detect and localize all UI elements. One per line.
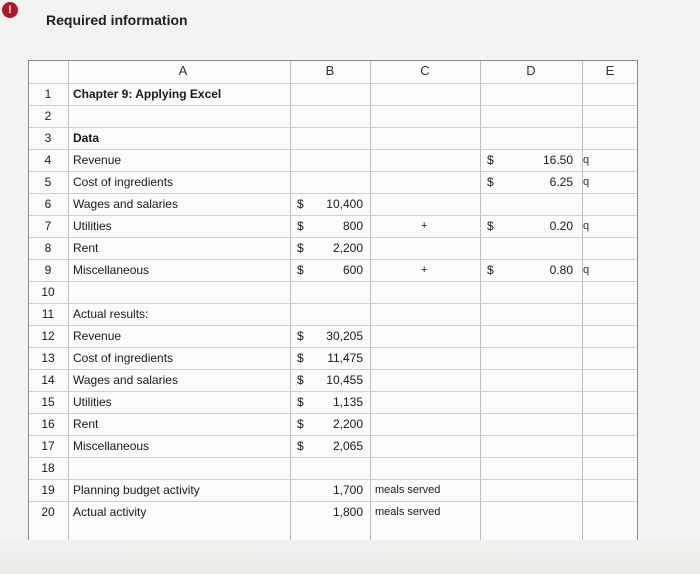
row-number[interactable]: 4 — [44, 153, 52, 167]
cell-b[interactable] — [291, 348, 369, 368]
cell-b[interactable] — [291, 238, 369, 258]
cell-e[interactable] — [583, 326, 637, 346]
table-row — [29, 325, 637, 346]
cell-d[interactable] — [481, 128, 581, 148]
cell-e[interactable] — [583, 436, 637, 456]
table-row — [29, 259, 637, 280]
dollar-sign: $ — [297, 219, 304, 233]
dollar-sign: $ — [297, 241, 304, 255]
amount: 6.25 — [549, 175, 573, 189]
cell-d[interactable] — [481, 216, 581, 236]
table-row — [29, 105, 637, 126]
column-header-b[interactable]: B — [325, 63, 335, 78]
cell-a[interactable] — [69, 106, 293, 126]
row-number[interactable]: 20 — [41, 505, 55, 519]
cell-d[interactable] — [481, 260, 581, 280]
cell-c[interactable] — [371, 304, 479, 324]
cell-e[interactable] — [583, 480, 637, 500]
cell-a[interactable]: Revenue — [73, 153, 122, 167]
amount: 10,455 — [326, 373, 363, 387]
column-header-c[interactable]: C — [420, 63, 430, 78]
cell-d[interactable] — [481, 106, 581, 126]
row-number[interactable]: 16 — [41, 417, 55, 431]
dollar-sign: $ — [297, 373, 304, 387]
cell-b[interactable] — [291, 436, 369, 456]
table-row — [29, 215, 637, 236]
row-number[interactable]: 14 — [41, 373, 55, 387]
cell-c[interactable] — [371, 392, 479, 412]
dollar-sign: $ — [487, 219, 494, 233]
cell-c[interactable] — [371, 436, 479, 456]
cell-e[interactable] — [583, 502, 637, 522]
unit-label: meals served — [375, 506, 441, 518]
cell-e[interactable] — [583, 172, 637, 192]
cell-b[interactable] — [291, 216, 369, 236]
cell-d[interactable] — [481, 172, 581, 192]
cell-a[interactable]: Planning budget activity — [73, 483, 200, 497]
cell-c[interactable] — [371, 260, 479, 280]
table-row — [29, 149, 637, 170]
dollar-sign: $ — [297, 351, 304, 365]
cell-c[interactable] — [371, 458, 479, 478]
cell-e[interactable] — [583, 128, 637, 148]
cell-d[interactable] — [481, 84, 581, 104]
row-number[interactable]: 10 — [41, 285, 55, 299]
cell-e[interactable] — [583, 260, 637, 280]
cell-a[interactable]: Actual results: — [73, 307, 149, 321]
cell-b[interactable] — [291, 260, 369, 280]
cell-a[interactable]: Cost of ingredients — [73, 175, 174, 189]
amount: 800 — [342, 219, 363, 233]
table-row — [29, 413, 637, 434]
cell-c[interactable] — [371, 348, 479, 368]
table-row — [29, 479, 637, 500]
amount: 10,400 — [326, 197, 363, 211]
row-number[interactable]: 19 — [41, 483, 55, 497]
cell-e[interactable] — [583, 348, 637, 368]
cell-b[interactable] — [291, 172, 369, 192]
cell-c[interactable] — [371, 326, 479, 346]
cell-d[interactable] — [481, 304, 581, 324]
dollar-sign: $ — [297, 263, 304, 277]
cell-b[interactable] — [291, 128, 369, 148]
dollar-sign: $ — [297, 197, 304, 211]
dollar-sign: $ — [297, 329, 304, 343]
row-number[interactable]: 5 — [44, 175, 52, 189]
amount: 16.50 — [542, 153, 573, 167]
cell-d[interactable] — [481, 282, 581, 302]
amount: 1,700 — [332, 483, 363, 497]
cell-a[interactable]: Utilities — [73, 219, 112, 233]
cell-d[interactable] — [481, 348, 581, 368]
cell-e[interactable] — [583, 304, 637, 324]
q-mark: q — [583, 220, 590, 232]
cell-d[interactable] — [481, 502, 581, 522]
row-number[interactable]: 8 — [44, 241, 52, 255]
amount: 30,205 — [326, 329, 363, 343]
cell-a[interactable] — [69, 458, 293, 478]
row-number[interactable]: 18 — [41, 461, 55, 475]
cell-b[interactable] — [291, 84, 369, 104]
cell-e[interactable] — [583, 370, 637, 390]
amount: 2,200 — [332, 417, 363, 431]
page-title: Required information — [46, 12, 188, 28]
cell-b[interactable] — [291, 392, 369, 412]
cell-e[interactable] — [583, 282, 637, 302]
cell-c[interactable] — [371, 216, 479, 236]
cell-c[interactable] — [371, 282, 479, 302]
amount: 1,135 — [332, 395, 363, 409]
amount: 1,800 — [332, 505, 363, 519]
cell-d[interactable] — [481, 414, 581, 434]
cell-e[interactable] — [583, 84, 637, 104]
cell-b[interactable] — [291, 502, 369, 522]
dollar-sign: $ — [297, 417, 304, 431]
q-mark: q — [583, 154, 590, 166]
cell-e[interactable] — [583, 238, 637, 258]
cell-d[interactable] — [481, 370, 581, 390]
cell-d[interactable] — [481, 150, 581, 170]
table-row — [29, 83, 637, 104]
table-row — [29, 391, 637, 412]
amount: 0.20 — [549, 219, 573, 233]
table-row — [29, 303, 637, 324]
cell-e[interactable] — [583, 458, 637, 478]
cell-e[interactable] — [583, 414, 637, 434]
dollar-sign: $ — [297, 395, 304, 409]
cell-b[interactable] — [291, 458, 369, 478]
table-row — [29, 171, 637, 192]
table-row — [29, 369, 637, 390]
cell-a[interactable]: Wages and salaries — [73, 373, 178, 387]
cell-b[interactable] — [291, 414, 369, 434]
cell-e[interactable] — [583, 106, 637, 126]
table-row — [29, 347, 637, 368]
cell-d[interactable] — [481, 326, 581, 346]
cell-c[interactable] — [371, 106, 479, 126]
amount: 2,200 — [332, 241, 363, 255]
cell-d[interactable] — [481, 392, 581, 412]
cell-a[interactable]: Rent — [73, 241, 99, 255]
unit-label: meals served — [375, 484, 441, 496]
row-number[interactable]: 13 — [41, 351, 55, 365]
row-number[interactable]: 15 — [41, 395, 55, 409]
cell-e[interactable] — [583, 392, 637, 412]
table-row — [29, 457, 637, 478]
row-number[interactable]: 6 — [44, 197, 52, 211]
table-row — [29, 127, 637, 148]
cell-c[interactable] — [371, 480, 479, 500]
cell-c[interactable] — [371, 150, 479, 170]
cell-a[interactable]: Miscellaneous — [73, 439, 150, 453]
cell-b[interactable] — [291, 304, 369, 324]
row-number[interactable]: 11 — [41, 307, 55, 321]
cell-e[interactable] — [583, 194, 637, 214]
row-number[interactable]: 9 — [44, 263, 52, 277]
cell-a[interactable]: Wages and salaries — [73, 197, 178, 211]
cell-c[interactable] — [371, 194, 479, 214]
cell-c[interactable] — [371, 238, 479, 258]
cell-b[interactable] — [291, 282, 369, 302]
cell-e[interactable] — [583, 216, 637, 236]
cell-b[interactable] — [291, 150, 369, 170]
cell-d[interactable] — [481, 458, 581, 478]
table-row — [29, 501, 637, 522]
cell-d[interactable] — [481, 238, 581, 258]
dollar-sign: $ — [487, 175, 494, 189]
amount: 11,475 — [327, 351, 363, 365]
cell-e[interactable] — [583, 150, 637, 170]
dollar-sign: $ — [487, 153, 494, 167]
cell-b[interactable] — [291, 106, 369, 126]
row-number[interactable]: 1 — [44, 87, 52, 101]
spreadsheet — [28, 60, 638, 542]
cell-c[interactable] — [371, 172, 479, 192]
cell-a[interactable]: Rent — [73, 417, 99, 431]
cell-a[interactable]: Cost of ingredients — [73, 351, 174, 365]
cell-d[interactable] — [481, 194, 581, 214]
q-mark: q — [583, 176, 590, 188]
cell-a[interactable]: Actual activity — [73, 505, 147, 519]
cell-c[interactable] — [371, 84, 479, 104]
header — [0, 0, 700, 40]
amount: 0.80 — [549, 263, 573, 277]
cell-a[interactable]: Miscellaneous — [73, 263, 150, 277]
row-number[interactable]: 7 — [44, 219, 52, 233]
cell-a[interactable]: Data — [73, 131, 100, 145]
plus-mark: + — [421, 264, 428, 276]
column-header-row — [29, 61, 637, 81]
cell-c[interactable] — [371, 370, 479, 390]
cell-c[interactable] — [371, 128, 479, 148]
dollar-sign: $ — [297, 439, 304, 453]
amount: 600 — [342, 263, 363, 277]
cell-c[interactable] — [371, 414, 479, 434]
desk-shadow — [0, 540, 700, 574]
column-header-e[interactable]: E — [605, 63, 615, 78]
row-number[interactable]: 2 — [44, 109, 52, 123]
row-number[interactable]: 12 — [41, 329, 55, 343]
cell-b[interactable] — [291, 194, 369, 214]
table-row — [29, 435, 637, 456]
q-mark: q — [583, 264, 590, 276]
cell-b[interactable] — [291, 480, 369, 500]
table-row — [29, 281, 637, 302]
cell-d[interactable] — [481, 436, 581, 456]
cell-a[interactable]: Utilities — [73, 395, 112, 409]
cell-b[interactable] — [291, 326, 369, 346]
cell-c[interactable] — [371, 502, 479, 522]
table-row — [29, 237, 637, 258]
cell-d[interactable] — [481, 480, 581, 500]
info-icon: ! — [2, 2, 18, 18]
plus-mark: + — [421, 220, 428, 232]
column-header-a[interactable]: A — [178, 63, 188, 78]
row-number[interactable]: 17 — [41, 439, 55, 453]
amount: 2,065 — [332, 439, 363, 453]
cell-a[interactable] — [69, 282, 293, 302]
cell-b[interactable] — [291, 370, 369, 390]
dollar-sign: $ — [487, 263, 494, 277]
column-header-d[interactable]: D — [526, 63, 536, 78]
table-row — [29, 193, 637, 214]
cell-a[interactable]: Revenue — [73, 329, 122, 343]
row-number[interactable]: 3 — [44, 131, 52, 145]
cell-a[interactable]: Chapter 9: Applying Excel — [73, 87, 222, 101]
